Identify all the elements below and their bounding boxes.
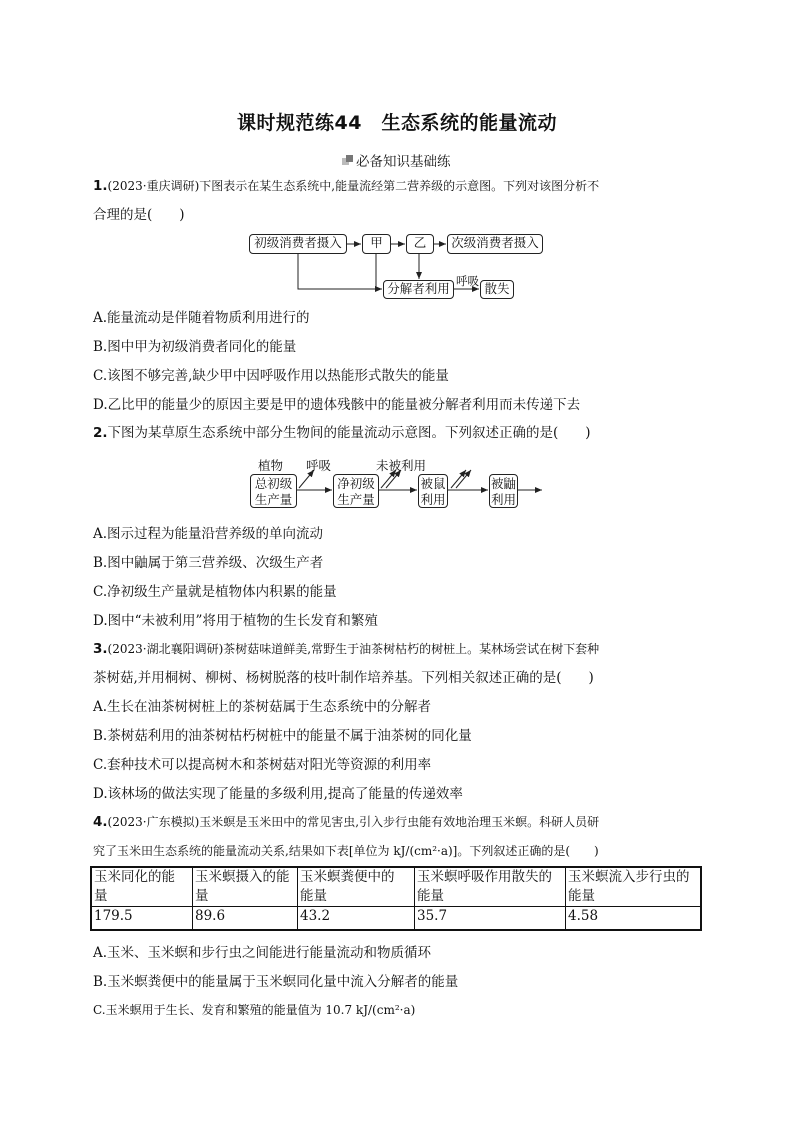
q4-stem-line2: 究了玉米田生态系统的能量流动关系,结果如下表[单位为 kJ/(cm²·a)]。下列叙述正确的是( ) — [93, 844, 599, 858]
q3-stem-line1: 3.(2023·湖北襄阳调研)茶树菇味道鲜美,常野生于油茶树枯朽的树桩上。某林场尝试在树下套种 — [93, 641, 600, 657]
box-jia: 甲 — [362, 234, 391, 254]
box-decomposer: 分解者利用 — [383, 280, 454, 299]
box-secondary-consumer-intake: 次级消费者摄入 — [447, 234, 543, 254]
q1-stem-line1: 1.(2023·重庆调研)下图表示在某生态系统中,能量流经第二营养级的示意图。下列对该图分析不 — [93, 178, 600, 194]
q1-diagram-arrows — [0, 0, 794, 310]
q3-option-c: C.套种技术可以提高树木和茶树菇对阳光等资源的利用率 — [93, 757, 432, 773]
q4-number: 4. — [93, 814, 108, 830]
q4-option-a: A.玉米、玉米螟和步行虫之间能进行能量流动和物质循环 — [93, 945, 432, 961]
table-header-row — [91, 867, 701, 907]
q3-option-a: A.生长在油茶树树桩上的茶树菇属于生态系统中的分解者 — [93, 699, 432, 715]
q4-option-c: C.玉米螟用于生长、发育和繁殖的能量值为 10.7 kJ/(cm²·a) — [93, 1003, 416, 1017]
table-cell: 4.58 — [566, 907, 702, 931]
table-cell: 43.2 — [298, 907, 415, 931]
label-unused: 未被利用 — [376, 458, 427, 473]
q2-option-c: C.净初级生产量就是植物体内积累的能量 — [93, 584, 337, 600]
page-title: 课时规范练44 生态系统的能量流动 — [237, 112, 557, 134]
q1-option-c: C.该图不够完善,缺少甲中因呼吸作用以热能形式散失的能量 — [93, 368, 449, 384]
q2-option-d: D.图中“未被利用”将用于植物的生长发育和繁殖 — [93, 613, 378, 629]
q1-number: 1. — [93, 178, 108, 194]
q2-number: 2. — [93, 425, 108, 441]
q1-option-b: B.图中甲为初级消费者同化的能量 — [93, 339, 297, 355]
q1-option-a: A.能量流动是伴随着物质利用进行的 — [93, 310, 310, 326]
q3-number: 3. — [93, 641, 108, 657]
q1-option-d: D.乙比甲的能量少的原因主要是甲的遗体残骸中的能量被分解者利用而未传递下去 — [93, 397, 581, 413]
table-header-cell: 玉米同化的能 量 — [91, 867, 193, 907]
q2-stem-line1: 2.下图为某草原生态系统中部分生物间的能量流动示意图。下列叙述正确的是( ) — [93, 425, 591, 441]
label-respiration-2: 呼吸 — [306, 458, 332, 473]
section-label: 必备知识基础练 — [356, 154, 451, 170]
q3-stem-line2: 茶树菇,并用桐树、柳树、杨树脱落的枝叶制作培养基。下列相关叙述正确的是( ) — [93, 670, 594, 686]
table-row — [91, 907, 701, 931]
q3-option-b: B.茶树菇利用的油茶树枯朽树桩中的能量不属于油茶树的同化量 — [93, 728, 472, 744]
table-header-cell: 玉米螟呼吸作用散失的 能量 — [415, 867, 566, 907]
box-yi: 乙 — [406, 234, 434, 254]
box-used-by-rat: 被鼠 利用 — [418, 474, 448, 508]
box-loss: 散失 — [480, 280, 514, 299]
table-cell: 179.5 — [91, 907, 193, 931]
table-header-cell: 玉米螟粪便中的 能量 — [298, 867, 415, 907]
box-gross-primary: 总初级 生产量 — [250, 474, 297, 508]
q2-option-a: A.图示过程为能量沿营养级的单向流动 — [93, 526, 324, 542]
label-respiration: 呼吸 — [456, 274, 479, 288]
q4-option-b: B.玉米螟粪便中的能量属于玉米螟同化量中流入分解者的能量 — [93, 974, 459, 990]
table-header-cell: 玉米螟摄入的能 量 — [193, 867, 298, 907]
table-header-cell: 玉米螟流入步行虫的 能量 — [566, 867, 702, 907]
box-primary-consumer-intake: 初级消费者摄入 — [249, 234, 347, 254]
q4-stem-line1: 4.(2023·广东模拟)玉米螟是玉米田中的常见害虫,引入步行虫能有效地治理玉米螟。科研人员研 — [93, 814, 600, 830]
q2-diagram-arrows — [0, 440, 794, 520]
q1-stem-line2: 合理的是( ) — [93, 207, 185, 223]
q3-option-d: D.该林场的做法实现了能量的多级利用,提高了能量的传递效率 — [93, 786, 463, 802]
label-plant: 植物 — [258, 458, 284, 473]
table-cell: 35.7 — [415, 907, 566, 931]
q2-option-b: B.图中鼬属于第三营养级、次级生产者 — [93, 555, 324, 571]
box-used-by-weasel: 被鼬 利用 — [490, 476, 516, 507]
box-net-primary: 净初级 生产量 — [333, 474, 379, 508]
table-cell: 89.6 — [193, 907, 298, 931]
energy-flow-table — [90, 866, 702, 931]
